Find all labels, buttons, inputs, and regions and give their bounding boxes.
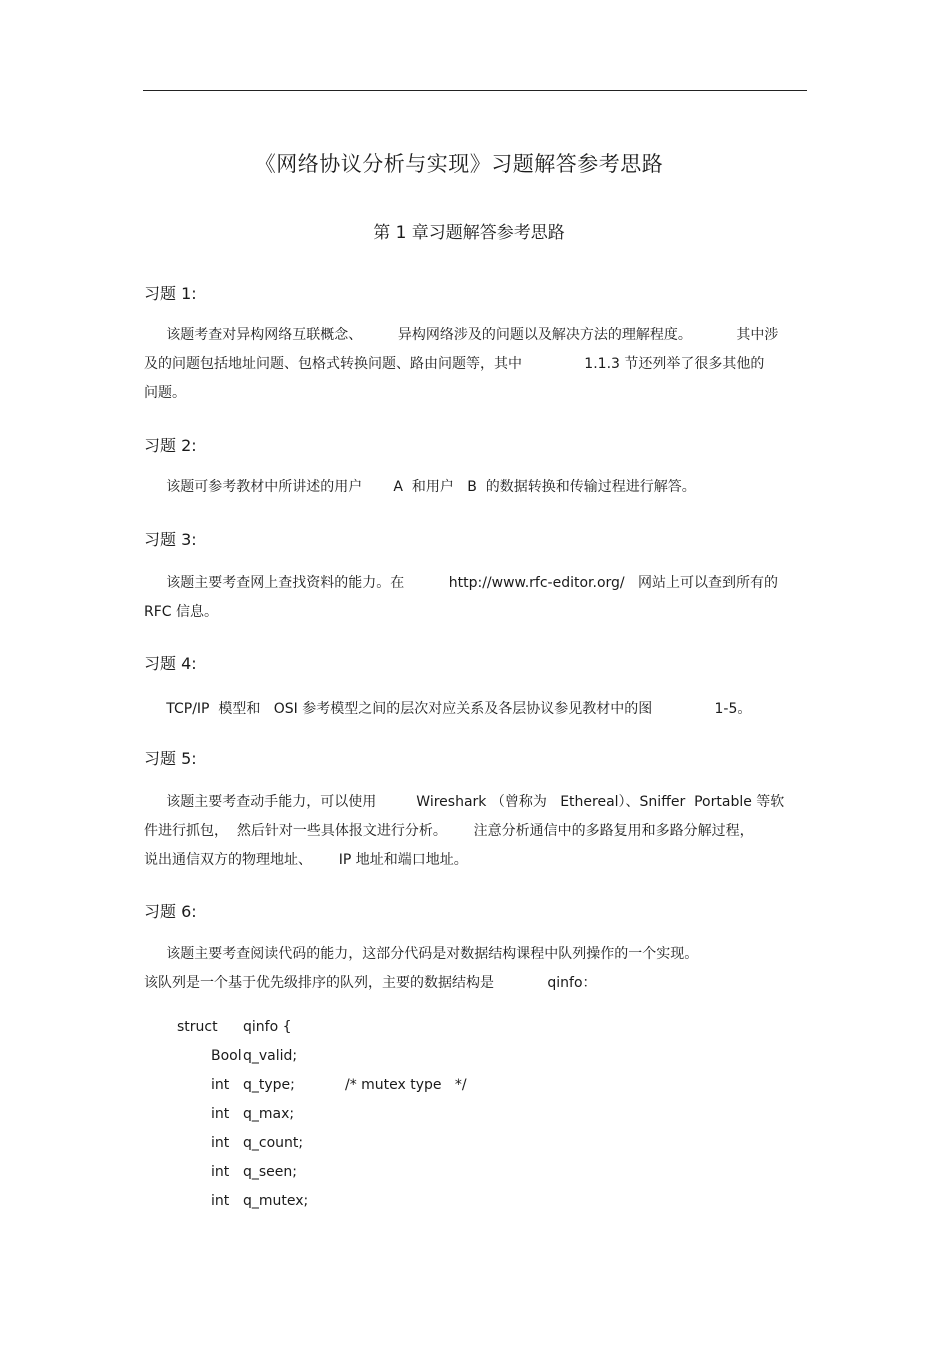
field-name: q_type; bbox=[243, 1077, 295, 1093]
exercise-1-answer bbox=[144, 321, 810, 408]
field-name: q_count; bbox=[243, 1135, 304, 1151]
field-comment: /* mutex type */ bbox=[345, 1077, 467, 1093]
exercise-6-heading: 习题 6: bbox=[144, 902, 197, 921]
exercise-5-answer bbox=[144, 788, 810, 875]
field-type: int bbox=[211, 1135, 230, 1151]
struct-name: qinfo { bbox=[243, 1019, 292, 1035]
exercise-3-answer bbox=[144, 569, 810, 627]
field-type: int bbox=[211, 1164, 230, 1180]
answer-line: 该队列是一个基于优先级排序的队列，主要的数据结构是 qinfo： bbox=[144, 975, 597, 991]
answer-line: 该题主要考查阅读代码的能力，这部分代码是对数据结构课程中队列操作的一个实现。 bbox=[144, 946, 699, 962]
answer-line: 及的问题包括地址问题、包格式转换问题、路由问题等，其中 1.1.3 节还列举了很多其他的 bbox=[144, 356, 765, 372]
exercise-3-heading: 习题 3: bbox=[144, 530, 197, 549]
answer-line: 该题主要考查动手能力，可以使用 Wireshark （曾称为 Ethereal）、Sniffer Portable 等软 bbox=[144, 794, 785, 810]
field-type: int bbox=[211, 1106, 230, 1122]
top-horizontal-rule bbox=[143, 90, 807, 91]
exercise-2-heading: 习题 2: bbox=[144, 436, 197, 455]
field-type: Bool bbox=[211, 1048, 242, 1064]
answer-line: 该题主要考查网上查找资料的能力。在 http://www.rfc-editor.org/ 网站上可以查到所有的 bbox=[144, 575, 778, 591]
answer-line: 件进行抓包， 然后针对一些具体报文进行分析。 注意分析通信中的多路复用和多路分解过程， bbox=[144, 823, 754, 839]
field-type: int bbox=[211, 1193, 230, 1209]
field-name: q_valid; bbox=[243, 1048, 298, 1064]
answer-line: 该题考查对异构网络互联概念、 异构网络涉及的问题以及解决方法的理解程度。 其中涉 bbox=[144, 327, 779, 343]
exercise-1-heading: 习题 1: bbox=[144, 284, 197, 303]
exercise-5-heading: 习题 5: bbox=[144, 749, 197, 768]
field-name: q_max; bbox=[243, 1106, 295, 1122]
exercise-4-heading: 习题 4: bbox=[144, 654, 197, 673]
exercise-2-answer bbox=[144, 473, 810, 502]
exercise-6-answer bbox=[144, 940, 810, 998]
document-title: 《网络协议分析与实现》习题解答参考思路 bbox=[254, 152, 664, 176]
answer-line: 该题可参考教材中所讲述的用户 A 和用户 B 的数据转换和传输过程进行解答。 bbox=[144, 479, 696, 495]
answer-line: 问题。 bbox=[144, 385, 186, 401]
answer-line: 说出通信双方的物理地址、 IP 地址和端口地址。 bbox=[144, 852, 468, 868]
answer-line: TCP/IP 模型和 OSI 参考模型之间的层次对应关系及各层协议参见教材中的图 1-5。 bbox=[144, 701, 752, 717]
field-name: q_mutex; bbox=[243, 1193, 309, 1209]
field-type: int bbox=[211, 1077, 230, 1093]
field-name: q_seen; bbox=[243, 1164, 297, 1180]
answer-line: RFC 信息。 bbox=[144, 604, 219, 620]
struct-keyword: struct bbox=[177, 1019, 218, 1035]
chapter-title: 第 1 章习题解答参考思路 bbox=[373, 223, 565, 243]
exercise-4-answer bbox=[144, 695, 810, 724]
